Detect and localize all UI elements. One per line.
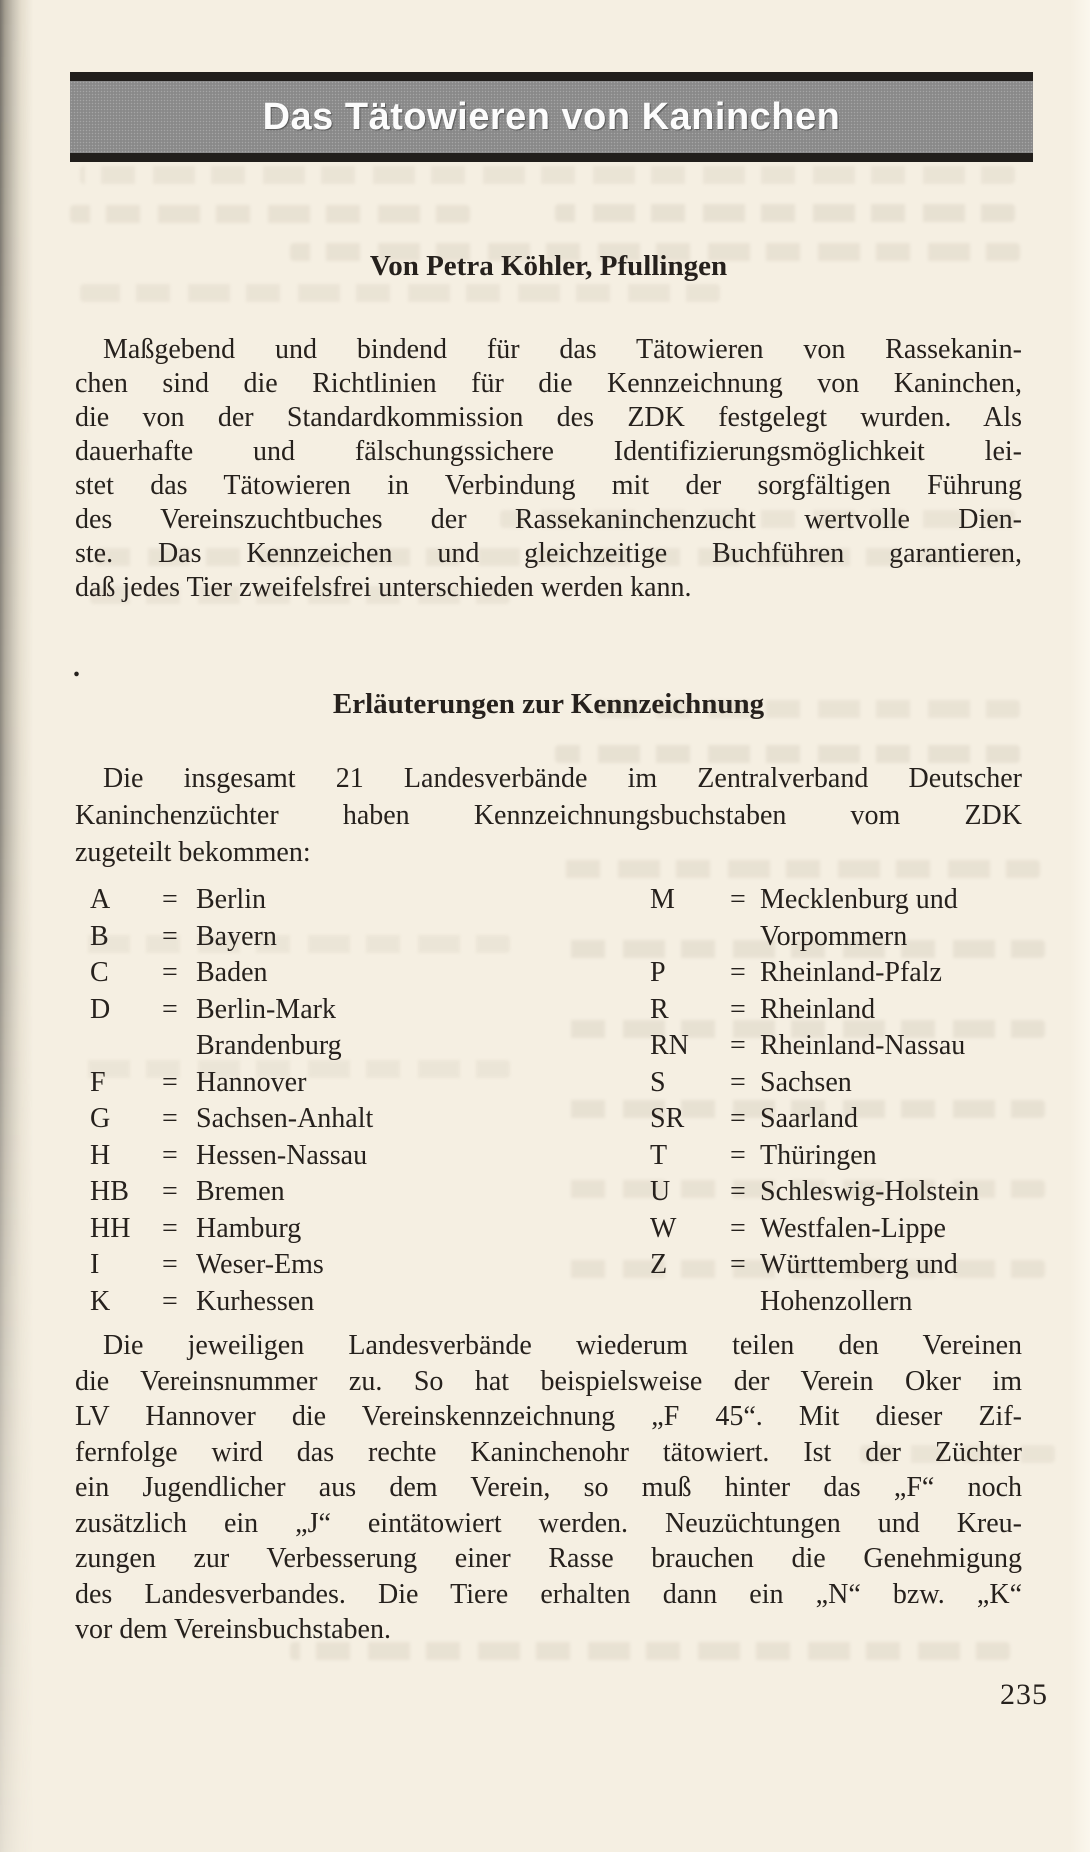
page-edge-highlight	[1070, 0, 1090, 1852]
text-line: dauerhafte und fälschungssichere Identifizierungsmöglichkeit lei-	[75, 436, 1022, 467]
code-column-left	[75, 882, 575, 1320]
code-letter: B	[90, 920, 109, 952]
paragraph-intro	[75, 333, 1022, 605]
code-column-right	[650, 882, 1022, 1320]
stray-ink-dot: .	[73, 652, 80, 683]
equals-sign: =	[162, 1103, 178, 1134]
code-letter: SR	[650, 1103, 685, 1134]
code-row	[650, 955, 1022, 992]
paragraph-club-numbers	[75, 1328, 1022, 1648]
equals-sign: =	[162, 920, 178, 952]
text-line: ste. Das Kennzeichen und gleichzeitige Buchführen garantieren,	[75, 538, 1022, 569]
code-row	[650, 1138, 1022, 1175]
equals-sign: =	[162, 1212, 178, 1244]
region-name: Westfalen-Lippe	[760, 1212, 946, 1244]
equals-sign: =	[162, 957, 178, 988]
code-letter: G	[90, 1103, 111, 1134]
region-name: Württemberg und	[760, 1249, 958, 1280]
code-row	[90, 1247, 575, 1284]
code-row	[90, 1174, 575, 1211]
region-name: Rheinland-Pfalz	[760, 957, 942, 988]
text-line: zugeteilt bekommen:	[75, 837, 311, 868]
code-list	[75, 882, 1022, 1320]
code-row	[90, 1065, 575, 1102]
region-name: Bayern	[196, 920, 277, 952]
code-row	[650, 1174, 1022, 1211]
code-letter: W	[650, 1212, 677, 1244]
equals-sign: =	[162, 1176, 178, 1207]
code-row	[650, 992, 1022, 1029]
code-row	[90, 1138, 575, 1175]
code-row	[90, 1101, 575, 1138]
equals-sign: =	[730, 1066, 746, 1098]
text-line: vor dem Vereinsbuchstaben.	[75, 1614, 391, 1645]
region-name: Rheinland-Nassau	[760, 1030, 966, 1061]
text-line: zungen zur Verbesserung einer Rasse brauchen die Genehmigung	[75, 1543, 1022, 1574]
region-name: Kurhessen	[196, 1285, 315, 1317]
code-letter: T	[650, 1139, 668, 1171]
region-name: Berlin-Mark	[196, 993, 336, 1025]
code-letter: RN	[650, 1030, 689, 1061]
bleed-through-artifact	[555, 204, 1015, 222]
code-letter: HB	[90, 1176, 129, 1207]
equals-sign: =	[730, 1103, 746, 1134]
page-number: 235	[1000, 1678, 1048, 1711]
code-letter: HH	[90, 1212, 131, 1244]
code-letter: I	[90, 1249, 100, 1280]
region-name: Schleswig-Holstein	[760, 1176, 980, 1207]
code-letter: D	[90, 993, 111, 1025]
bleed-through-artifact	[80, 284, 720, 302]
equals-sign: =	[162, 1249, 178, 1280]
page-title: Das Tätowieren von Kaninchen	[262, 95, 841, 138]
equals-sign: =	[730, 1249, 746, 1280]
equals-sign: =	[162, 993, 178, 1025]
chapter-title-banner	[70, 72, 1033, 162]
code-row	[90, 992, 575, 1029]
text-line: des Landesverbandes. Die Tiere erhalten dann ein „N“ bzw. „K“	[75, 1578, 1022, 1610]
code-row	[90, 882, 575, 919]
region-name: Saarland	[760, 1103, 858, 1134]
code-row	[650, 882, 1022, 919]
code-letter: S	[650, 1066, 666, 1098]
code-letter: M	[650, 884, 675, 915]
equals-sign: =	[730, 1030, 746, 1061]
text-line: zusätzlich ein „J“ eintätowiert werden. Neuzüchtungen und Kreu-	[75, 1507, 1022, 1539]
text-line: stet das Tätowieren in Verbindung mit der sorgfältigen Führung	[75, 470, 1022, 501]
region-name: Rheinland	[760, 993, 876, 1025]
text-line: chen sind die Richtlinien für die Kennzeichnung von Kaninchen,	[75, 368, 1022, 399]
equals-sign: =	[730, 1139, 746, 1171]
equals-sign: =	[730, 957, 746, 988]
bleed-through-artifact	[80, 166, 1015, 184]
code-row	[650, 1247, 1022, 1284]
equals-sign: =	[162, 1066, 178, 1098]
code-letter: K	[90, 1285, 111, 1317]
text-line: ein Jugendlicher aus dem Verein, so muß hinter das „F“ noch	[75, 1472, 1022, 1503]
code-row	[90, 1211, 575, 1248]
paragraph-codes-intro	[75, 760, 1022, 871]
region-name: Sachsen-Anhalt	[196, 1103, 374, 1134]
equals-sign: =	[730, 1212, 746, 1244]
equals-sign: =	[730, 1176, 746, 1207]
text-line: Kaninchenzüchter haben Kennzeichnungsbuchstaben vom ZDK	[75, 800, 1022, 831]
region-name: Hessen-Nassau	[196, 1139, 368, 1171]
code-letter: P	[650, 957, 666, 988]
code-letter: H	[90, 1139, 111, 1171]
code-letter: F	[90, 1066, 106, 1098]
region-name-continuation: Brandenburg	[196, 1030, 342, 1061]
code-row	[650, 1101, 1022, 1138]
equals-sign: =	[730, 993, 746, 1025]
region-name-continuation: Vorpommern	[760, 920, 908, 952]
code-row	[650, 1065, 1022, 1102]
text-line: daß jedes Tier zweifelsfrei unterschieden werden kann.	[75, 572, 692, 603]
region-name: Bremen	[196, 1176, 285, 1207]
section-heading: Erläuterungen zur Kennzeichnung	[332, 688, 765, 720]
code-row	[90, 955, 575, 992]
text-line: des Vereinszuchtbuches der Rassekaninchenzucht wertvolle Dien-	[75, 504, 1022, 535]
code-letter: C	[90, 957, 109, 988]
bleed-through-artifact	[70, 205, 470, 223]
region-name: Mecklenburg und	[760, 884, 958, 915]
region-name: Berlin	[196, 884, 266, 915]
text-line: Maßgebend und bindend für das Tätowieren von Rassekanin-	[103, 334, 1022, 365]
equals-sign: =	[162, 1139, 178, 1171]
text-line: die Vereinsnummer zu. So hat beispielsweise der Verein Oker im	[75, 1365, 1022, 1397]
region-name: Baden	[196, 957, 268, 988]
code-letter: Z	[650, 1249, 668, 1280]
code-row	[650, 1028, 1022, 1065]
text-line: LV Hannover die Vereinskennzeichnung „F 45“. Mit dieser Zif-	[75, 1401, 1022, 1432]
equals-sign: =	[162, 884, 178, 915]
region-name: Weser-Ems	[196, 1249, 324, 1280]
code-row	[90, 919, 575, 956]
equals-sign: =	[162, 1285, 178, 1317]
author-line: Von Petra Köhler, Pfullingen	[369, 250, 728, 282]
text-line: Die jeweiligen Landesverbände wiederum teilen den Vereinen	[103, 1330, 1022, 1361]
code-letter: U	[650, 1176, 671, 1207]
code-row	[650, 1211, 1022, 1248]
text-line: Die insgesamt 21 Landesverbände im Zentralverband Deutscher	[103, 763, 1022, 794]
text-line: die von der Standardkommission des ZDK festgelegt wurden. Als	[75, 402, 1022, 433]
region-name: Sachsen	[760, 1066, 852, 1098]
gutter-shadow	[0, 0, 34, 1852]
code-letter: A	[90, 884, 111, 915]
text-line: fernfolge wird das rechte Kaninchenohr tätowiert. Ist der Züchter	[75, 1436, 1022, 1468]
region-name: Thüringen	[760, 1139, 877, 1171]
region-name: Hannover	[196, 1066, 307, 1098]
region-name-continuation: Hohenzollern	[760, 1285, 913, 1317]
code-letter: R	[650, 993, 669, 1025]
region-name: Hamburg	[196, 1212, 302, 1244]
code-row	[90, 1284, 575, 1321]
equals-sign: =	[730, 884, 746, 915]
